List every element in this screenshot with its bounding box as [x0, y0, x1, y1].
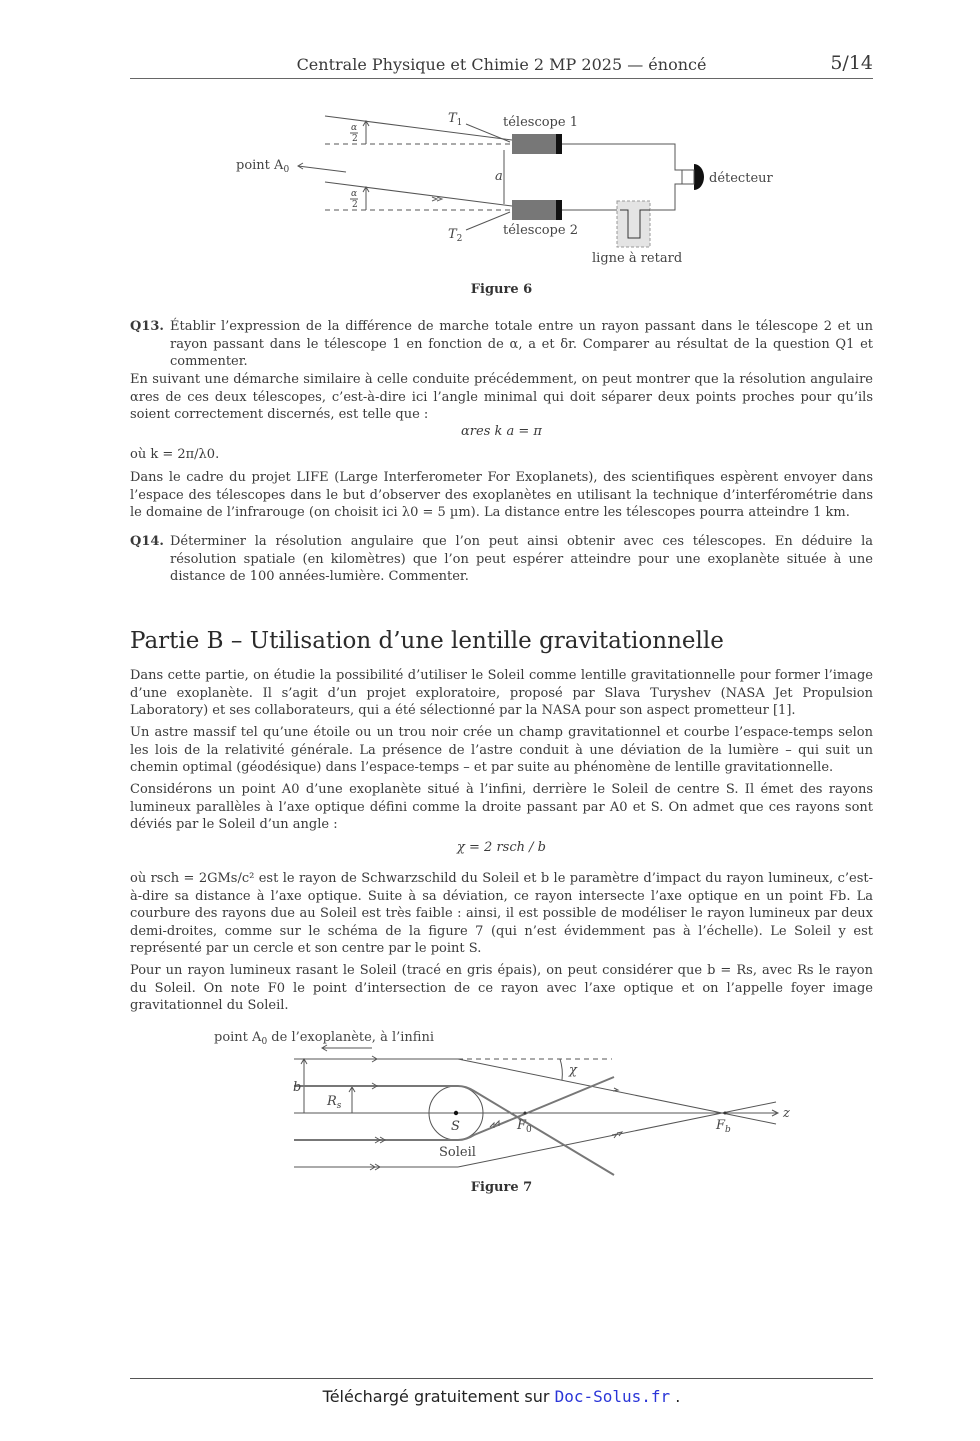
fig7-Fb-label: F [716, 1118, 726, 1133]
page-header [130, 52, 873, 79]
fig6-baseline-label: a [495, 169, 503, 184]
where-k: où k = 2π/λ0. [130, 447, 220, 462]
path-upper [562, 144, 682, 170]
fig7-chi-label: χ [569, 1063, 577, 1078]
fig6-telescope1-label: télescope 1 [503, 115, 578, 130]
question-13-number: Q13. [130, 319, 164, 334]
svg-text:point A0: point $A_0$ [236, 158, 290, 175]
equation-resolution: αres k a = π [461, 424, 542, 439]
fig6-T1-label: T [448, 111, 457, 126]
figure-6-caption: Figure 6 [470, 282, 533, 297]
svg-text:T2: $T_2$ [448, 227, 463, 244]
figure-7-caption: Figure 7 [470, 1180, 533, 1195]
sun-center [454, 1111, 458, 1115]
fig7-b-label: b [293, 1080, 302, 1095]
fig6-telescope2-label: télescope 2 [503, 223, 578, 238]
figure-7-diagram [0, 1025, 980, 1175]
question-14 [130, 533, 873, 586]
question-13 [130, 318, 873, 371]
svg-text:α: α [351, 189, 358, 199]
fig6-detector-label: détecteur [709, 171, 773, 186]
paragraph-b3: Considérons un point A0 d’une exoplanète situé à l’infini, derrière le Soleil de centre S. Il émet des rayons lumineux parallèles à l’axe optique défini comme la droite passant par A0 et S. On admet que ces rayons sont déviés par le Soleil d’un angle : [130, 782, 873, 832]
svg-text:T1: $T_1$ [448, 111, 463, 128]
telescope-1-body [512, 134, 556, 154]
page-footer [130, 1378, 873, 1406]
fig7-sun-label: Soleil [439, 1145, 476, 1160]
header-title: Centrale Physique et Chimie 2 MP 2025 — énoncé [296, 55, 707, 74]
svg-text:F0: $F_0$ [517, 1118, 532, 1135]
equation-chi: χ = 2 rsch / b [457, 840, 546, 855]
figure-6-diagram [0, 100, 980, 275]
paragraph-life: Dans le cadre du projet LIFE (Large Interferometer For Exoplanets), des scientifiques espèrent envoyer dans l’espace des télescopes dans le but d’observer des exoplanètes en utilisant la technique d’interférométrie dans le domaine de l’infrarouge (on choisit ici λ0 = 5 µm). La distance entre les télescopes pourra atteindre 1 km. [130, 470, 873, 520]
detector-shape [694, 164, 704, 190]
question-14-text: Déterminer la résolution angulaire que l’on peut ainsi obtenir avec ces télescopes. En déduire la résolution spatiale (en kilomètres) que l’on peut espérer atteindre pour une exoplanète située à une distance de 100 années-lumière. Commenter. [170, 534, 873, 584]
telescope-2-body [512, 200, 556, 220]
fig7-z-label: z [783, 1106, 790, 1121]
footer-site-link[interactable]: Doc-Solus.fr [554, 1387, 671, 1406]
paragraph-b1: Dans cette partie, on étudie la possibilité d’utiliser le Soleil comme lentille gravitationnelle pour former l’image d’une exoplanète. Il s’agit d’un projet exploratoire, proposé par Slava Turyshev (NASA Jet Propulsion Laboratory) et ses collaborateurs, qui a été sélectionné par la NASA pour son aspect prometteur [1]. [130, 668, 873, 718]
ray-outer-upper [458, 1059, 776, 1124]
svg-text:Fb: $F_b$ [716, 1118, 731, 1135]
delay-line [617, 201, 650, 247]
section-title: Partie B – Utilisation d’une lentille gravitationnelle [130, 628, 724, 654]
question-13-text: Établir l’expression de la différence de marche totale entre un rayon passant dans le télescope 2 et un rayon passant dans le télescope 1 en fonction de α, a et δr. Comparer au résultat de la question Q1 et commenter. [170, 319, 873, 369]
fig7-F0-label: F [517, 1118, 527, 1133]
fig7-S-label: S [451, 1119, 460, 1134]
question-14-number: Q14. [130, 534, 164, 549]
fig6-point-label: point A [236, 158, 284, 173]
svg-text:point A0 de l’exoplanète, à l’: point $A_0$ de l’exoplanète, à l’infini [214, 1030, 434, 1047]
paragraph-resolution: En suivant une démarche similaire à celle conduite précédemment, on peut montrer que la résolution angulaire αres de ces deux télescopes, c’est-à-dire ici l’angle minimal qui doit séparer deux points proches pour qu’ils soient correctement discernés, est telle que : [130, 372, 873, 422]
paragraph-b2: Un astre massif tel qu’une étoile ou un trou noir crée un champ gravitationnel et courbe l’espace-temps selon les lois de la relativité générale. La présence de l’astre conduit à une déviation de la lumière – qui suit un chemin optimal (géodésique) dans l’espace-temps – et par suite au phénomène de lentille gravitationnelle. [130, 725, 873, 775]
fig6-delay-label: ligne à retard [592, 251, 683, 266]
fig6-T2-label: T [448, 227, 457, 242]
fig7-point-label: point A [214, 1030, 262, 1045]
page-number: 5/14 [830, 52, 873, 74]
footer-prefix: Téléchargé gratuitement sur [322, 1387, 555, 1406]
svg-text:2: 2 [352, 134, 358, 144]
svg-text:α: α [351, 123, 358, 133]
svg-text:Rs: $R_s$ [327, 1094, 342, 1111]
footer-suffix: . [670, 1387, 681, 1406]
paragraph-b4: où rsch = 2GMs/c² est le rayon de Schwarzschild du Soleil et b le paramètre d’impact du rayon lumineux, c’est-à-dire sa distance à l’axe optique. Suite à sa déviation, ce rayon intersecte l’axe optique en un point Fb. La courbure des rayons due au Soleil est très faible : ainsi, il est possible de modéliser le rayon lumineux par deux demi-droites, comme sur le schéma de la figure 7 (qui n’est évidemment pas à l’échelle). Le Soleil y est représenté par un cercle et son centre par le point S. [130, 871, 873, 956]
paragraph-b5: Pour un rayon lumineux rasant le Soleil (tracé en gris épais), on peut considérer que b = Rs, avec Rs le rayon du Soleil. On note F0 le point d’intersection de ce rayon avec l’axe optique et on l’appelle foyer image gravitationnel du Soleil. [130, 963, 873, 1013]
fig7-Rs-label: R [327, 1094, 337, 1109]
svg-text:2: 2 [352, 200, 358, 210]
